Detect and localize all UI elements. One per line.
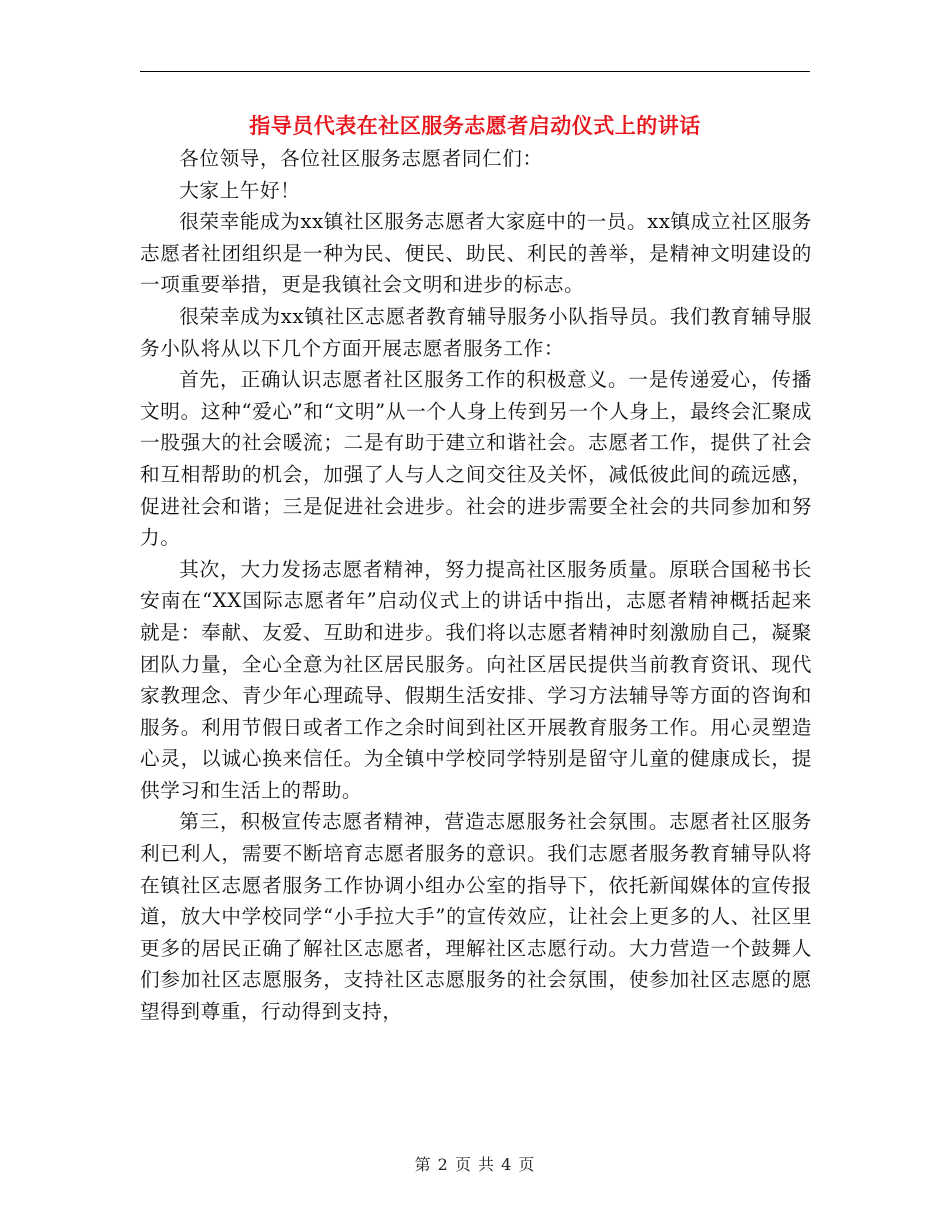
paragraph: 很荣幸能成为xx镇社区服务志愿者大家庭中的一员。xx镇成立社区服务志愿者社团组织是一种为民、便民、助民、利民的善举，是精神文明建设的一项重要举措，更是我镇社会文明和进步的标志。: [140, 210, 812, 297]
paragraph: 其次，大力发扬志愿者精神，努力提高社区服务质量。原联合国秘书长安南在“XX国际志愿者年”启动仪式上的讲话中指出，志愿者精神概括起来就是：奉献、友爱、互助和进步。我们将以志愿者精神时刻激励自己，凝聚团队力量，全心全意为社区居民服务。向社区居民提供当前教育资讯、现代家教理念、青少年心理疏导、假期生活安排、学习方法辅导等方面的咨询和服务。利用节假日或者工作之余时间到社区开展教育服务工作。用心灵塑造心灵，以诚心换来信任。为全镇中学校同学特别是留守儿童的健康成长，提供学习和生活上的帮助。: [140, 557, 812, 802]
page-number-footer: 第 2 页 共 4 页: [414, 1155, 536, 1174]
paragraph: 第三，积极宣传志愿者精神，营造志愿服务社会氛围。志愿者社区服务利已利人，需要不断培育志愿者服务的意识。我们志愿者服务教育辅导队将在镇社区志愿者服务工作协调小组办公室的指导下，依托新闻媒体的宣传报道，放大中学校同学“小手拉大手”的宣传效应，让社会上更多的人、社区里更多的居民正确了解社区志愿者，理解社区志愿行动。大力营造一个鼓舞人们参加社区志愿服务，支持社区志愿服务的社会氛围，使参加社区志愿的愿望得到尊重，行动得到支持，: [140, 810, 812, 1024]
paragraph: 大家上午好！: [179, 178, 301, 202]
header-rule: [140, 71, 810, 72]
paragraph: 很荣幸成为xx镇社区志愿者教育辅导服务小队指导员。我们教育辅导服务小队将从以下几个方面开展志愿者服务工作：: [140, 304, 812, 360]
document-title: 指导员代表在社区服务志愿者启动仪式上的讲话: [249, 114, 701, 138]
paragraph: 首先，正确认识志愿者社区服务工作的积极意义。一是传递爱心，传播文明。这种“爱心”和“文明”从一个人身上传到另一个人身上，最终会汇聚成一股强大的社会暖流；二是有助于建立和谐社会。志愿者工作，提供了社会和互相帮助的机会，加强了人与人之间交往及关怀，减低彼此间的疏远感，促进社会和谐；三是促进社会进步。社会的进步需要全社会的共同参加和努力。: [140, 368, 812, 550]
document-body: [140, 143, 812, 1028]
paragraph: 各位领导，各位社区服务志愿者同仁们：: [179, 147, 543, 170]
